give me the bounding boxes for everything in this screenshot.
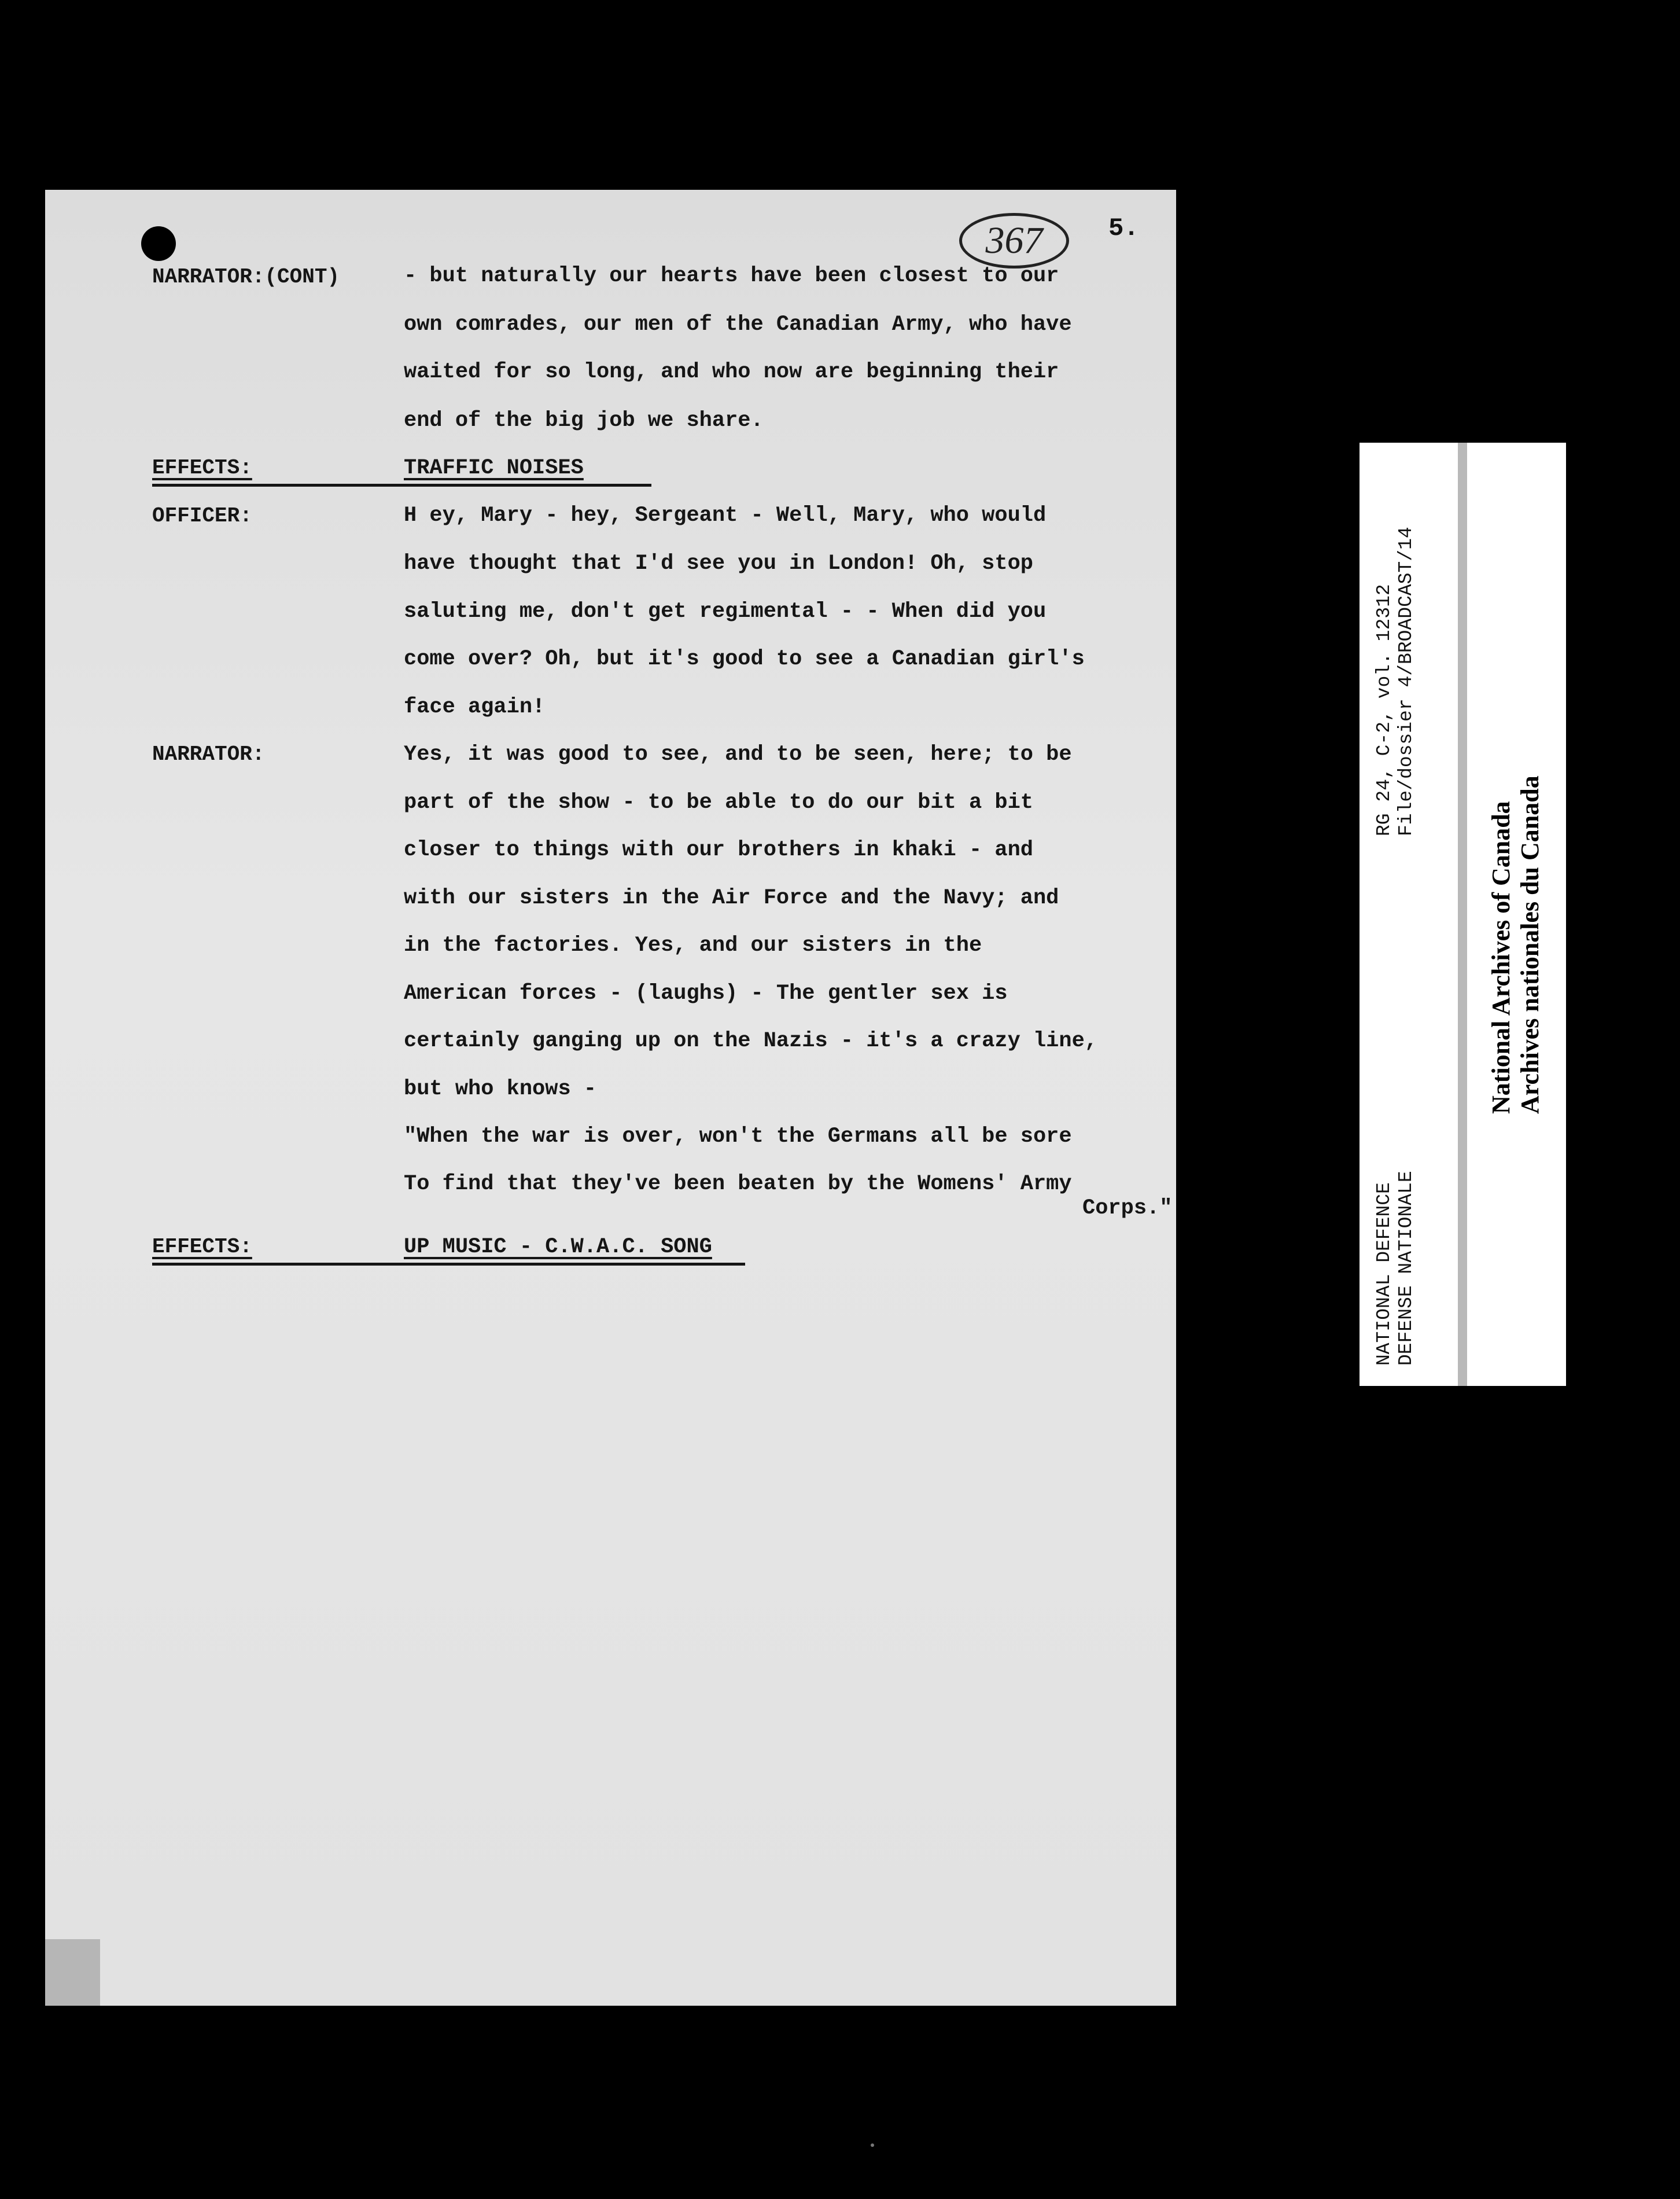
script-line: have thought that I'd see you in London! Oh, stop bbox=[404, 551, 1033, 576]
script-line: Corps." bbox=[1082, 1196, 1173, 1220]
script-line: but who knows - bbox=[404, 1077, 597, 1101]
script-line: H ey, Mary - hey, Sergeant - Well, Mary, who would bbox=[404, 503, 1047, 528]
label-divider bbox=[1458, 443, 1467, 1386]
script-line: American forces - (laughs) - The gentler sex is bbox=[404, 981, 1008, 1006]
effects-label: EFFECTS: bbox=[152, 1235, 252, 1259]
script-line: waited for so long, and who now are beginning their bbox=[404, 360, 1059, 384]
typescript-page bbox=[45, 190, 1176, 2006]
script-line: with our sisters in the Air Force and the Navy; and bbox=[404, 886, 1059, 910]
effects-label: EFFECTS: bbox=[152, 456, 252, 480]
punch-hole-icon bbox=[141, 226, 176, 261]
folio-stamp: 367 bbox=[959, 213, 1069, 269]
speaker-label: NARRATOR:(CONT) bbox=[152, 265, 340, 289]
script-line: - but naturally our hearts have been closest to our bbox=[404, 264, 1059, 288]
underline-rule bbox=[152, 484, 651, 487]
scan-speck bbox=[871, 2143, 874, 2147]
institution-block bbox=[1487, 775, 1545, 1114]
script-line: end of the big job we share. bbox=[404, 409, 764, 433]
archive-label bbox=[1360, 443, 1566, 1386]
institution-en: National Archives of Canada bbox=[1487, 801, 1515, 1114]
effects-cue: UP MUSIC - C.W.A.C. SONG bbox=[404, 1235, 712, 1259]
speaker-label: OFFICER: bbox=[152, 504, 252, 528]
page-wear-mark bbox=[45, 1939, 100, 2006]
department-fr: DEFENSE NATIONALE bbox=[1395, 1171, 1417, 1366]
script-line: own comrades, our men of the Canadian Army, who have bbox=[404, 312, 1072, 337]
effects-cue: TRAFFIC NOISES bbox=[404, 456, 584, 480]
script-line: closer to things with our brothers in khaki - and bbox=[404, 838, 1033, 862]
script-line: Yes, it was good to see, and to be seen, here; to be bbox=[404, 742, 1072, 767]
reference-block bbox=[1373, 527, 1417, 836]
reference-file: File/dossier 4/BROADCAST/14 bbox=[1395, 527, 1417, 836]
script-line: face again! bbox=[404, 695, 546, 719]
script-line: part of the show - to be able to do our bit a bit bbox=[404, 790, 1033, 815]
reference-volume: RG 24, C-2, vol. 12312 bbox=[1373, 584, 1395, 836]
department-block bbox=[1373, 1171, 1417, 1366]
script-line: To find that they've been beaten by the Womens' Army bbox=[404, 1172, 1072, 1196]
script-line: certainly ganging up on the Nazis - it's a crazy line, bbox=[404, 1029, 1097, 1053]
script-line: saluting me, don't get regimental - - When did you bbox=[404, 600, 1047, 624]
institution-fr: Archives nationales du Canada bbox=[1516, 775, 1544, 1114]
speaker-label: NARRATOR: bbox=[152, 742, 265, 766]
script-line: "When the war is over, won't the Germans all be sore bbox=[404, 1124, 1072, 1149]
department-en: NATIONAL DEFENCE bbox=[1373, 1182, 1395, 1366]
underline-rule bbox=[152, 1263, 745, 1266]
page-number: 5. bbox=[1108, 214, 1139, 243]
script-line: come over? Oh, but it's good to see a Canadian girl's bbox=[404, 647, 1085, 671]
script-line: in the factories. Yes, and our sisters in the bbox=[404, 933, 982, 958]
